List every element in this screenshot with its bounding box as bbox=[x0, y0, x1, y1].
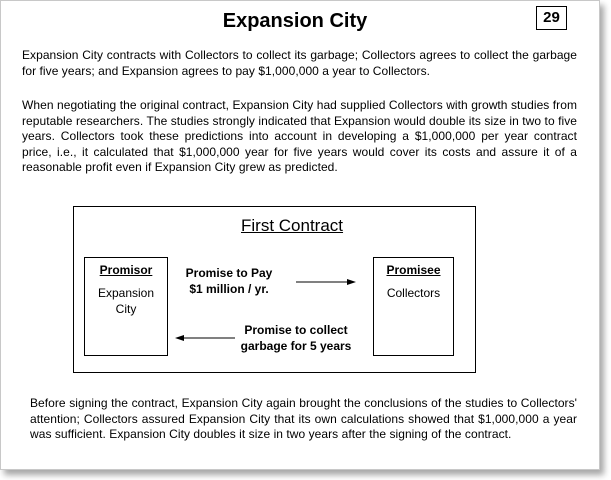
promisee-box bbox=[373, 257, 454, 356]
promise-to-pay-label bbox=[176, 265, 282, 297]
promise-to-collect-line2: garbage for 5 years bbox=[240, 339, 352, 353]
paragraph-contract-terms: Expansion City contracts with Collectors to collect its garbage; Collectors agrees to collect the garbage for five years; and Expansion agrees to pay $1,000,000 a year to Collectors. bbox=[22, 48, 577, 78]
page-number-box: 29 bbox=[536, 6, 567, 30]
promise-to-pay-line2: $1 million / yr. bbox=[189, 282, 269, 296]
promisor-name-line1: Expansion bbox=[97, 286, 155, 300]
promisor-name-line2: City bbox=[115, 302, 137, 316]
promise-to-pay-line1: Promise to Pay bbox=[185, 266, 273, 280]
promisee-heading: Promisee bbox=[386, 263, 441, 277]
promise-to-collect-line1: Promise to collect bbox=[244, 323, 348, 337]
promisee-name: Collectors bbox=[386, 286, 441, 300]
promisor-box bbox=[84, 257, 168, 356]
diagram-title: First Contract bbox=[241, 216, 344, 235]
promise-to-collect-label bbox=[226, 322, 366, 354]
page-title: Expansion City bbox=[222, 10, 368, 32]
paragraph-signing: Before signing the contract, Expansion City again brought the conclusions of the studies to Collectors' attention; Collectors assured Expansion City that its own calculations showed that $1,000,000 a year was sufficient. Expansion City doubles it size in two years after the signing of the contract. bbox=[30, 396, 577, 441]
promisor-heading: Promisor bbox=[99, 263, 153, 277]
paragraph-negotiation: When negotiating the original contract, Expansion City had supplied Collectors with growth studies from reputable researchers. The studies strongly indicated that Expansion would double its size in two to five years. Collectors took these predictions into account in developing a $1,000,000 per year contract price, i.e., it calculated that $1,000,000 year for five years would cover its costs and assure it of a reasonable profit even if Expansion City grew as predicted. bbox=[22, 98, 577, 174]
